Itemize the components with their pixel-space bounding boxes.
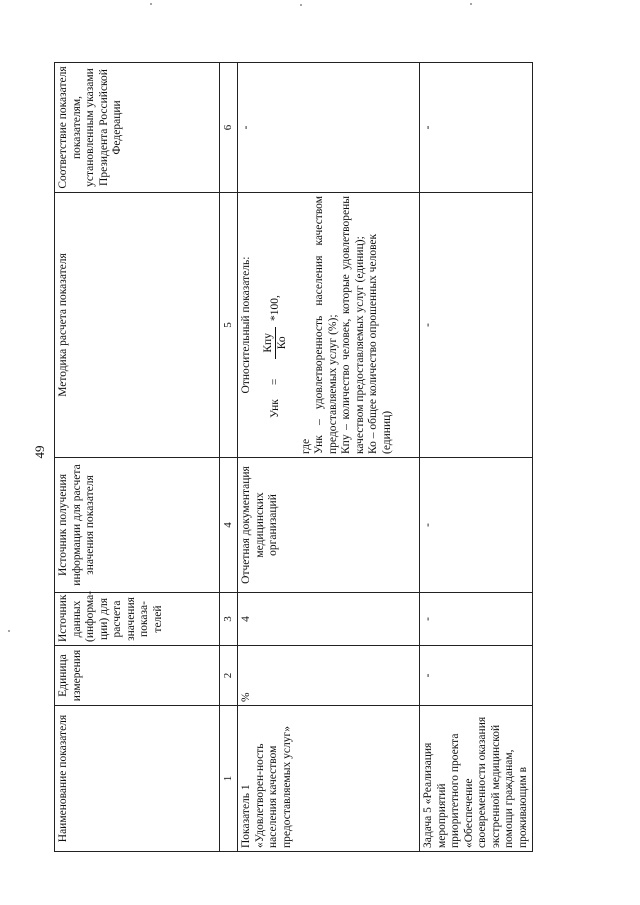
task-unit: - (419, 646, 533, 706)
header-method: Методика расчета показателя (55, 193, 220, 458)
method-where: где (299, 438, 312, 454)
header-info-source: Источник получения информации для расчета значения показателя (55, 458, 220, 593)
column-number: 6 (220, 63, 238, 193)
column-number: 3 (220, 593, 238, 646)
method-definition: Кпу – количество человек, которые удовлетворены качеством предоставляемых услуг (единиц); (340, 196, 366, 454)
method-intro: Относительный показатель: (239, 256, 252, 394)
task-info-source: - (419, 458, 533, 593)
scan-speck (470, 3, 472, 5)
indicator-name: Показатель 1 «Удовлетворен-ность населения качеством предоставляемых услуг» (237, 706, 419, 852)
task-name: Задача 5 «Реализация мероприятий приоритетного проекта «Обеспечение своевременности оказания экстренной медицинской помощи гражданам, проживающим в (419, 706, 533, 852)
page-number: 49 (32, 445, 47, 459)
task-data-source: - (419, 593, 533, 646)
formula-lhs: Унк (268, 399, 281, 418)
method-formula (262, 196, 290, 418)
table-row (237, 63, 419, 852)
formula-fraction (262, 327, 290, 359)
indicator-compliance: - (237, 63, 419, 193)
column-number: 2 (220, 646, 238, 706)
indicator-unit: % (237, 646, 419, 706)
indicator-data-source: 4 (237, 593, 419, 646)
task-method: - (419, 193, 533, 458)
formula-multiplier: *100, (268, 295, 281, 322)
formula-denominator: Ко (276, 336, 289, 350)
column-number-row (220, 63, 238, 852)
column-number: 1 (220, 706, 238, 852)
formula-equals: = (268, 378, 281, 386)
formula-numerator: Кпу (262, 327, 277, 359)
indicator-method (237, 193, 419, 458)
header-compliance: Соответствие показателя показателям, установленным указами Президента Российской Федерации (55, 63, 220, 193)
scan-speck (8, 630, 10, 632)
scan-speck (300, 4, 302, 6)
scan-speck (150, 3, 152, 5)
indicator-table (54, 62, 533, 852)
indicator-table-rotated (54, 63, 529, 852)
header-row (55, 63, 220, 852)
column-number: 5 (220, 193, 238, 458)
header-unit: Единица измерения (55, 646, 220, 706)
table-row (419, 63, 533, 852)
task-compliance: - (419, 63, 533, 193)
header-name: Наименование показателя (55, 706, 220, 852)
method-definition: Ко – общее количество опрошенных человек (единиц) (367, 233, 394, 454)
method-definition: Унк – удовлетворенность населения качеством предоставляемых услуг (%); (313, 196, 339, 454)
indicator-info-source: Отчетная документация медицинских организаций (237, 458, 419, 593)
header-data-source: Источник данных (информа-ции) для расчета значения показа-телей (55, 593, 220, 646)
column-number: 4 (220, 458, 238, 593)
